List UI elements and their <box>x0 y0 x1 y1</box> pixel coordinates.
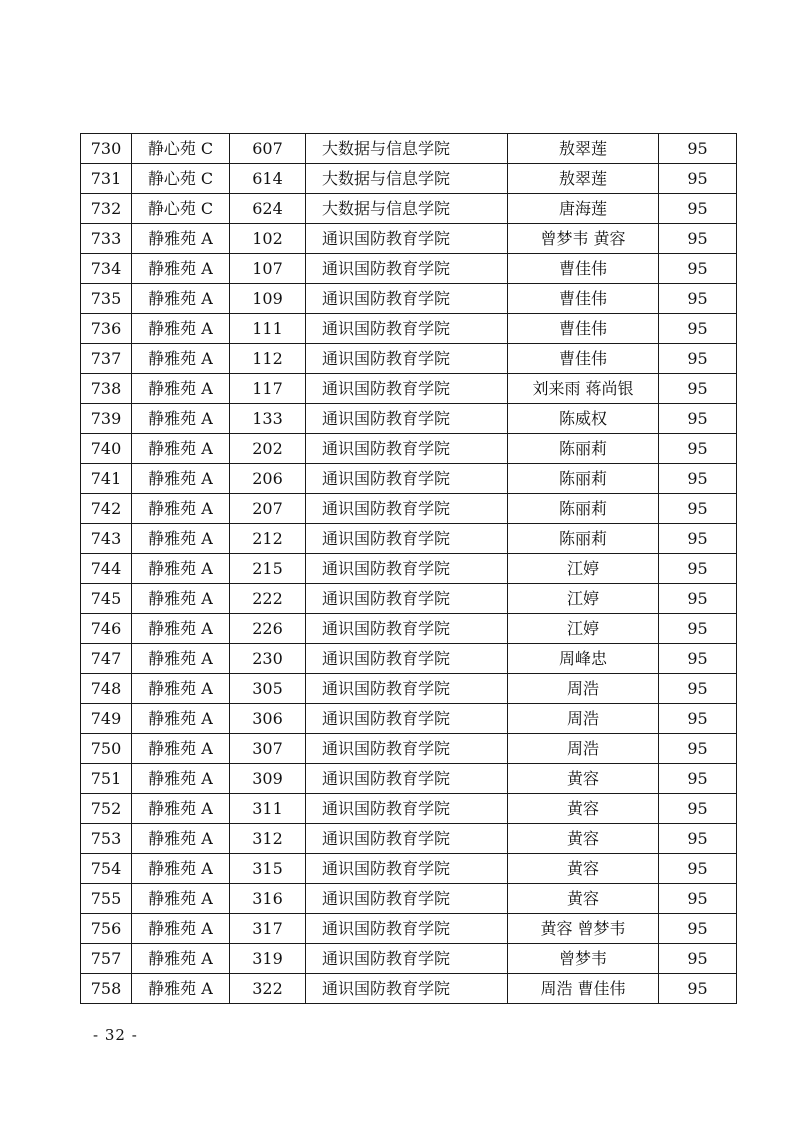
building-cell: 静雅苑 A <box>132 464 230 494</box>
college-cell: 通识国防教育学院 <box>306 704 508 734</box>
college-cell: 大数据与信息学院 <box>306 164 508 194</box>
building-cell: 静心苑 C <box>132 194 230 224</box>
room-cell: 614 <box>230 164 306 194</box>
score-cell: 95 <box>659 644 737 674</box>
score-cell: 95 <box>659 824 737 854</box>
teacher-cell: 敖翠莲 <box>508 164 659 194</box>
teacher-cell: 江婷 <box>508 614 659 644</box>
teacher-cell: 黄容 <box>508 764 659 794</box>
score-cell: 95 <box>659 854 737 884</box>
row-number-cell: 751 <box>81 764 132 794</box>
table-row <box>81 974 737 1004</box>
building-cell: 静雅苑 A <box>132 734 230 764</box>
score-cell: 95 <box>659 134 737 164</box>
room-cell: 226 <box>230 614 306 644</box>
college-cell: 通识国防教育学院 <box>306 824 508 854</box>
row-number-cell: 752 <box>81 794 132 824</box>
college-cell: 通识国防教育学院 <box>306 344 508 374</box>
room-cell: 316 <box>230 884 306 914</box>
college-cell: 通识国防教育学院 <box>306 854 508 884</box>
room-cell: 206 <box>230 464 306 494</box>
college-cell: 通识国防教育学院 <box>306 914 508 944</box>
score-cell: 95 <box>659 734 737 764</box>
row-number-cell: 735 <box>81 284 132 314</box>
college-cell: 通识国防教育学院 <box>306 944 508 974</box>
building-cell: 静雅苑 A <box>132 224 230 254</box>
score-cell: 95 <box>659 344 737 374</box>
row-number-cell: 741 <box>81 464 132 494</box>
college-cell: 通识国防教育学院 <box>306 254 508 284</box>
table-row <box>81 554 737 584</box>
table-row <box>81 404 737 434</box>
row-number-cell: 750 <box>81 734 132 764</box>
room-cell: 207 <box>230 494 306 524</box>
teacher-cell: 周峰忠 <box>508 644 659 674</box>
teacher-cell: 周浩 <box>508 704 659 734</box>
score-cell: 95 <box>659 914 737 944</box>
building-cell: 静雅苑 A <box>132 254 230 284</box>
building-cell: 静雅苑 A <box>132 704 230 734</box>
room-cell: 306 <box>230 704 306 734</box>
table-row <box>81 224 737 254</box>
building-cell: 静雅苑 A <box>132 524 230 554</box>
room-cell: 315 <box>230 854 306 884</box>
building-cell: 静雅苑 A <box>132 764 230 794</box>
building-cell: 静雅苑 A <box>132 554 230 584</box>
teacher-cell: 曹佳伟 <box>508 314 659 344</box>
row-number-cell: 758 <box>81 974 132 1004</box>
row-number-cell: 745 <box>81 584 132 614</box>
score-cell: 95 <box>659 494 737 524</box>
row-number-cell: 732 <box>81 194 132 224</box>
room-cell: 112 <box>230 344 306 374</box>
room-cell: 133 <box>230 404 306 434</box>
building-cell: 静雅苑 A <box>132 584 230 614</box>
teacher-cell: 敖翠莲 <box>508 134 659 164</box>
dormitory-score-table <box>80 133 737 1004</box>
room-cell: 317 <box>230 914 306 944</box>
teacher-cell: 周浩 <box>508 674 659 704</box>
score-cell: 95 <box>659 194 737 224</box>
room-cell: 111 <box>230 314 306 344</box>
score-cell: 95 <box>659 704 737 734</box>
row-number-cell: 737 <box>81 344 132 374</box>
teacher-cell: 江婷 <box>508 584 659 614</box>
row-number-cell: 734 <box>81 254 132 284</box>
score-cell: 95 <box>659 614 737 644</box>
table-row <box>81 434 737 464</box>
table-row <box>81 734 737 764</box>
college-cell: 通识国防教育学院 <box>306 614 508 644</box>
score-cell: 95 <box>659 224 737 254</box>
building-cell: 静雅苑 A <box>132 644 230 674</box>
college-cell: 通识国防教育学院 <box>306 584 508 614</box>
table-row <box>81 704 737 734</box>
room-cell: 107 <box>230 254 306 284</box>
teacher-cell: 陈威权 <box>508 404 659 434</box>
table-row <box>81 794 737 824</box>
table-row <box>81 884 737 914</box>
row-number-cell: 757 <box>81 944 132 974</box>
row-number-cell: 753 <box>81 824 132 854</box>
score-cell: 95 <box>659 974 737 1004</box>
teacher-cell: 江婷 <box>508 554 659 584</box>
score-cell: 95 <box>659 794 737 824</box>
building-cell: 静雅苑 A <box>132 614 230 644</box>
college-cell: 通识国防教育学院 <box>306 434 508 464</box>
room-cell: 309 <box>230 764 306 794</box>
building-cell: 静雅苑 A <box>132 824 230 854</box>
score-cell: 95 <box>659 404 737 434</box>
table-row <box>81 584 737 614</box>
score-cell: 95 <box>659 674 737 704</box>
building-cell: 静雅苑 A <box>132 494 230 524</box>
score-cell: 95 <box>659 944 737 974</box>
table-row <box>81 464 737 494</box>
table-row <box>81 494 737 524</box>
room-cell: 212 <box>230 524 306 554</box>
table-row <box>81 284 737 314</box>
teacher-cell: 刘来雨 蒋尚银 <box>508 374 659 404</box>
teacher-cell: 陈丽莉 <box>508 524 659 554</box>
teacher-cell: 黄容 <box>508 884 659 914</box>
score-cell: 95 <box>659 164 737 194</box>
college-cell: 通识国防教育学院 <box>306 974 508 1004</box>
score-cell: 95 <box>659 554 737 584</box>
building-cell: 静雅苑 A <box>132 944 230 974</box>
row-number-cell: 736 <box>81 314 132 344</box>
room-cell: 202 <box>230 434 306 464</box>
college-cell: 通识国防教育学院 <box>306 464 508 494</box>
college-cell: 通识国防教育学院 <box>306 374 508 404</box>
teacher-cell: 周浩 <box>508 734 659 764</box>
teacher-cell: 曾梦韦 黄容 <box>508 224 659 254</box>
college-cell: 通识国防教育学院 <box>306 674 508 704</box>
score-cell: 95 <box>659 284 737 314</box>
score-cell: 95 <box>659 434 737 464</box>
room-cell: 109 <box>230 284 306 314</box>
row-number-cell: 746 <box>81 614 132 644</box>
row-number-cell: 742 <box>81 494 132 524</box>
college-cell: 通识国防教育学院 <box>306 884 508 914</box>
room-cell: 322 <box>230 974 306 1004</box>
row-number-cell: 738 <box>81 374 132 404</box>
room-cell: 624 <box>230 194 306 224</box>
college-cell: 通识国防教育学院 <box>306 494 508 524</box>
college-cell: 通识国防教育学院 <box>306 314 508 344</box>
building-cell: 静雅苑 A <box>132 374 230 404</box>
row-number-cell: 755 <box>81 884 132 914</box>
teacher-cell: 曹佳伟 <box>508 254 659 284</box>
table-row <box>81 524 737 554</box>
college-cell: 通识国防教育学院 <box>306 794 508 824</box>
building-cell: 静雅苑 A <box>132 434 230 464</box>
building-cell: 静雅苑 A <box>132 854 230 884</box>
building-cell: 静雅苑 A <box>132 794 230 824</box>
table-row <box>81 854 737 884</box>
building-cell: 静雅苑 A <box>132 914 230 944</box>
teacher-cell: 唐海莲 <box>508 194 659 224</box>
teacher-cell: 黄容 <box>508 824 659 854</box>
table-row <box>81 824 737 854</box>
teacher-cell: 陈丽莉 <box>508 464 659 494</box>
score-cell: 95 <box>659 524 737 554</box>
row-number-cell: 743 <box>81 524 132 554</box>
table-row <box>81 764 737 794</box>
table-row <box>81 644 737 674</box>
row-number-cell: 731 <box>81 164 132 194</box>
table-row <box>81 944 737 974</box>
building-cell: 静雅苑 A <box>132 284 230 314</box>
score-cell: 95 <box>659 314 737 344</box>
table-row <box>81 194 737 224</box>
teacher-cell: 陈丽莉 <box>508 494 659 524</box>
row-number-cell: 730 <box>81 134 132 164</box>
table-row <box>81 614 737 644</box>
room-cell: 117 <box>230 374 306 404</box>
table-row <box>81 374 737 404</box>
college-cell: 通识国防教育学院 <box>306 404 508 434</box>
table-body <box>81 134 737 1004</box>
building-cell: 静雅苑 A <box>132 674 230 704</box>
college-cell: 通识国防教育学院 <box>306 224 508 254</box>
table-row <box>81 344 737 374</box>
teacher-cell: 曾梦韦 <box>508 944 659 974</box>
score-cell: 95 <box>659 584 737 614</box>
room-cell: 102 <box>230 224 306 254</box>
score-cell: 95 <box>659 764 737 794</box>
building-cell: 静雅苑 A <box>132 974 230 1004</box>
teacher-cell: 陈丽莉 <box>508 434 659 464</box>
score-cell: 95 <box>659 254 737 284</box>
room-cell: 215 <box>230 554 306 584</box>
table-row <box>81 254 737 284</box>
score-cell: 95 <box>659 884 737 914</box>
room-cell: 305 <box>230 674 306 704</box>
row-number-cell: 748 <box>81 674 132 704</box>
college-cell: 通识国防教育学院 <box>306 524 508 554</box>
room-cell: 607 <box>230 134 306 164</box>
score-cell: 95 <box>659 374 737 404</box>
row-number-cell: 744 <box>81 554 132 584</box>
table-row <box>81 674 737 704</box>
building-cell: 静心苑 C <box>132 164 230 194</box>
college-cell: 通识国防教育学院 <box>306 734 508 764</box>
teacher-cell: 黄容 曾梦韦 <box>508 914 659 944</box>
table-row <box>81 314 737 344</box>
score-cell: 95 <box>659 464 737 494</box>
room-cell: 312 <box>230 824 306 854</box>
college-cell: 通识国防教育学院 <box>306 554 508 584</box>
table-row <box>81 914 737 944</box>
room-cell: 319 <box>230 944 306 974</box>
building-cell: 静雅苑 A <box>132 314 230 344</box>
teacher-cell: 黄容 <box>508 854 659 884</box>
teacher-cell: 曹佳伟 <box>508 284 659 314</box>
building-cell: 静雅苑 A <box>132 344 230 374</box>
teacher-cell: 黄容 <box>508 794 659 824</box>
table-row <box>81 134 737 164</box>
teacher-cell: 周浩 曹佳伟 <box>508 974 659 1004</box>
building-cell: 静心苑 C <box>132 134 230 164</box>
row-number-cell: 740 <box>81 434 132 464</box>
room-cell: 230 <box>230 644 306 674</box>
college-cell: 通识国防教育学院 <box>306 764 508 794</box>
college-cell: 大数据与信息学院 <box>306 194 508 224</box>
row-number-cell: 754 <box>81 854 132 884</box>
room-cell: 311 <box>230 794 306 824</box>
college-cell: 通识国防教育学院 <box>306 644 508 674</box>
page-number: - 32 - <box>93 1026 138 1044</box>
table-row <box>81 164 737 194</box>
building-cell: 静雅苑 A <box>132 884 230 914</box>
row-number-cell: 739 <box>81 404 132 434</box>
row-number-cell: 747 <box>81 644 132 674</box>
college-cell: 大数据与信息学院 <box>306 134 508 164</box>
row-number-cell: 756 <box>81 914 132 944</box>
building-cell: 静雅苑 A <box>132 404 230 434</box>
college-cell: 通识国防教育学院 <box>306 284 508 314</box>
room-cell: 307 <box>230 734 306 764</box>
row-number-cell: 749 <box>81 704 132 734</box>
room-cell: 222 <box>230 584 306 614</box>
teacher-cell: 曹佳伟 <box>508 344 659 374</box>
row-number-cell: 733 <box>81 224 132 254</box>
